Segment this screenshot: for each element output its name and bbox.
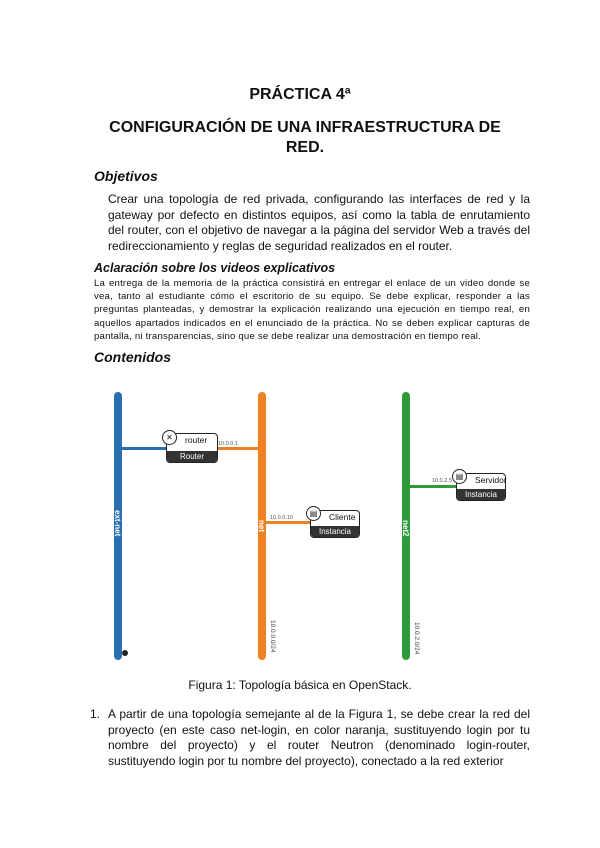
network-net2-cidr: 10.0.2.0/24	[413, 622, 420, 655]
topology-diagram	[100, 388, 520, 668]
objetivos-heading: Objetivos	[94, 168, 158, 184]
router-icon: ✕	[162, 430, 177, 445]
list-item-number: 1.	[90, 707, 101, 721]
link-router-net	[216, 447, 262, 450]
network-net-cidr: 10.0.0.0/24	[269, 620, 276, 653]
network-net-label: net	[257, 520, 266, 532]
node-router-type: Router	[167, 451, 217, 462]
node-servidor-type: Instancia	[457, 489, 505, 500]
globe-icon	[122, 650, 128, 656]
node-cliente-type: Instancia	[311, 526, 359, 537]
link-ext-router	[122, 447, 170, 450]
network-net[interactable]	[258, 392, 266, 660]
node-cliente-name: Cliente	[329, 512, 356, 522]
network-net2-label: net2	[401, 520, 410, 537]
list-item-text: A partir de una topología semejante al de la Figura 1, se debe crear la red del proyecto (en este caso net-login, en color naranja, sustituyendo login por tu nombre del proyecto) y el router Neutron (denominado login-router, sustituyendo login por tu nombre del proyecto), conectado a la red exterior	[108, 707, 530, 768]
node-router-ip: 10.0.0.1	[218, 441, 238, 447]
aclaracion-text: La entrega de la memoria de la práctica consistirá en entregar el enlace de un video donde se vea, tanto al estudiante cómo el escritorio de su equipo. Se debe explicar, responder a las preguntas planteadas, y demostrar la explicación realizando una ejecución en tiempo real, en aquellos apartados indicados en el enunciado de la práctica. No se deben explicar capturas de pantalla, ni transparencias, sino que se debe realizar una demostración en tiempo real.	[94, 278, 530, 342]
contenidos-heading: Contenidos	[94, 349, 171, 365]
figure-caption: Figura 1: Topología básica en OpenStack.	[188, 678, 412, 692]
network-ext-net[interactable]	[114, 392, 122, 660]
aclaracion-heading: Aclaración sobre los videos explicativos	[94, 261, 336, 275]
node-servidor-name: Servidor	[475, 475, 507, 485]
link-net-cliente	[266, 521, 310, 524]
node-servidor-ip: 10.0.2.5	[432, 478, 452, 484]
link-net2-servidor	[410, 485, 456, 488]
page-title: PRÁCTICA 4ª	[249, 86, 351, 103]
instance-icon: ▤	[452, 469, 467, 484]
page-subtitle: CONFIGURACIÓN DE UNA INFRAESTRUCTURA DE RED.	[109, 119, 501, 156]
node-router-name: router	[185, 435, 208, 445]
instance-icon: ▤	[306, 506, 321, 521]
node-cliente-ip: 10.0.0.10	[270, 515, 293, 521]
network-net2[interactable]	[402, 392, 410, 660]
network-ext-net-label: ext-net	[113, 510, 122, 537]
objetivos-text: Crear una topología de red privada, configurando las interfaces de red y la gateway por defecto en distintos equipos, así como la tabla de enrutamiento del router, con el objetivo de navegar a la página del servidor Web a través del redireccionamiento y reglas de seguridad realizados en el router.	[108, 192, 530, 253]
